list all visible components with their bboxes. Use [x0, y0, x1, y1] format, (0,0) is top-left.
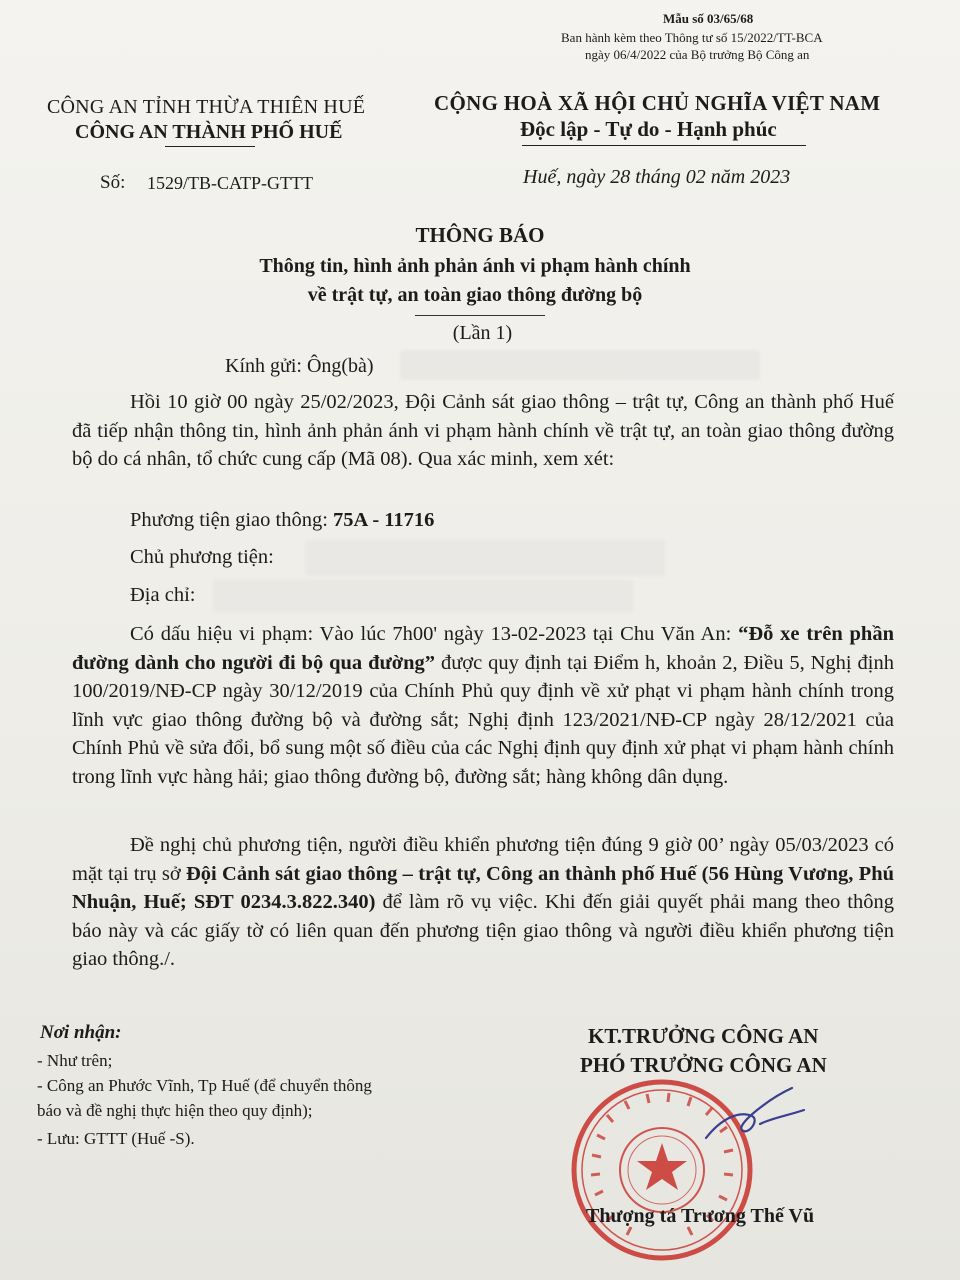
form-note-line2: ngày 06/4/2022 của Bộ trưởng Bộ Công an — [585, 47, 810, 62]
title-underline — [415, 315, 545, 316]
redacted-recipient-name — [400, 350, 760, 380]
recipients-line-3: báo và đề nghị thực hiện theo quy định); — [37, 1101, 313, 1120]
recipients-title: Nơi nhận: — [40, 1022, 122, 1043]
doc-number-label: Số: — [100, 172, 126, 193]
vehicle-label: Phương tiện giao thông: — [130, 509, 334, 531]
doc-number: 1529/TB-CATP-GTTT — [147, 173, 313, 193]
form-code: Mẫu số 03/65/68 — [663, 11, 754, 26]
redacted-address — [213, 580, 633, 612]
paragraph-request: Đề nghị chủ phương tiện, người điều khiển phương tiện đúng 9 giờ 00’ ngày 05/03/2023 có mặt tại trụ sở Đội Cảnh sát giao thông – trật tự, Công an thành phố Huế (56 Hùng Vương, Phú Nhuận, Huế; SĐT 0234.3.822.340) để làm rõ vụ việc. Khi đến giải quyết phải mang theo thông báo này và các giấy tờ có liên quan đến phương tiện giao thông và người điều khiển phương tiện giao thông./. — [72, 834, 894, 970]
document-subtitle-2: về trật tự, an toàn giao thông đường bộ — [307, 284, 643, 306]
motto-underline — [522, 145, 806, 146]
address-label: Địa chỉ: — [130, 584, 196, 606]
paragraph-receipt: Hồi 10 giờ 00 ngày 25/02/2023, Đội Cảnh sát giao thông – trật tự, Công an thành phố Huế đã tiếp nhận thông tin, hình ảnh phản ánh vi phạm hành chính về trật tự, an toàn giao thông đường bộ do cá nhân, tổ chức cung cấp (Mã 08). Qua xác minh, xem xét: — [72, 391, 894, 470]
owner-label: Chủ phương tiện: — [130, 546, 274, 568]
form-note-line1: Ban hành kèm theo Thông tư số 15/2022/TT-BCA — [561, 30, 823, 45]
org-name: CÔNG AN THÀNH PHỐ HUẾ — [75, 121, 343, 143]
paragraph-violation: Có dấu hiệu vi phạm: Vào lúc 7h00' ngày 13-02-2023 tại Chu Văn An: “Đỗ xe trên phần đường dành cho người đi bộ qua đường” được quy định tại Điểm h, khoản 2, Điều 5, Nghị định 100/2019/NĐ-CP ngày 30/12/2019 của Chính Phủ quy định về xử phạt vi phạm hành chính trong lĩnh vực giao thông đường bộ và đường sắt; Nghị định 123/2021/NĐ-CP ngày 28/12/2021 của Chính Phủ về sửa đổi, bổ sung một số điều của các Nghị định quy định xử phạt vi phạm hành chính trong lĩnh vực hàng hải; giao thông đường bộ, đường sắt; hàng không dân dụng. — [72, 623, 894, 788]
recipients-line-2: - Công an Phước Vĩnh, Tp Huế (để chuyển thông — [37, 1076, 372, 1095]
violation-description: “Đỗ xe trên phần đường dành cho người đi bộ qua đường” — [72, 623, 894, 674]
recipients-line-4: - Lưu: GTTT (Huế -S). — [37, 1129, 195, 1148]
signature-authority: KT.TRƯỞNG CÔNG AN — [588, 1024, 819, 1048]
vehicle-plate: 75A - 11716 — [333, 509, 435, 531]
redacted-owner — [305, 540, 665, 576]
document-subtitle-1: Thông tin, hình ảnh phản ánh vi phạm hành chính — [259, 255, 691, 277]
recipient-label: Kính gửi: Ông(bà) — [225, 355, 374, 377]
org-underline — [165, 146, 255, 147]
handwritten-signature-icon — [700, 1080, 810, 1150]
motto: Độc lập - Tự do - Hạnh phúc — [520, 117, 777, 141]
signer-name: Thượng tá Trương Thế Vũ — [586, 1205, 815, 1227]
recipients-line-1: - Như trên; — [37, 1051, 113, 1070]
vehicle-line — [130, 509, 434, 532]
document-title: THÔNG BÁO — [415, 223, 545, 247]
dateline: Huế, ngày 28 tháng 02 năm 2023 — [523, 166, 791, 188]
attempt-number: (Lần 1) — [452, 322, 513, 344]
org-parent: CÔNG AN TỈNH THỪA THIÊN HUẾ — [47, 96, 366, 118]
signature-position: PHÓ TRƯỞNG CÔNG AN — [580, 1053, 827, 1077]
office-address: Đội Cảnh sát giao thông – trật tự, Công an thành phố Huế (56 Hùng Vương, Phú Nhuận, Huế; SĐT 0234.3.822.340) — [72, 862, 894, 913]
nation-title: CỘNG HOÀ XÃ HỘI CHỦ NGHĨA VIỆT NAM — [434, 91, 881, 115]
